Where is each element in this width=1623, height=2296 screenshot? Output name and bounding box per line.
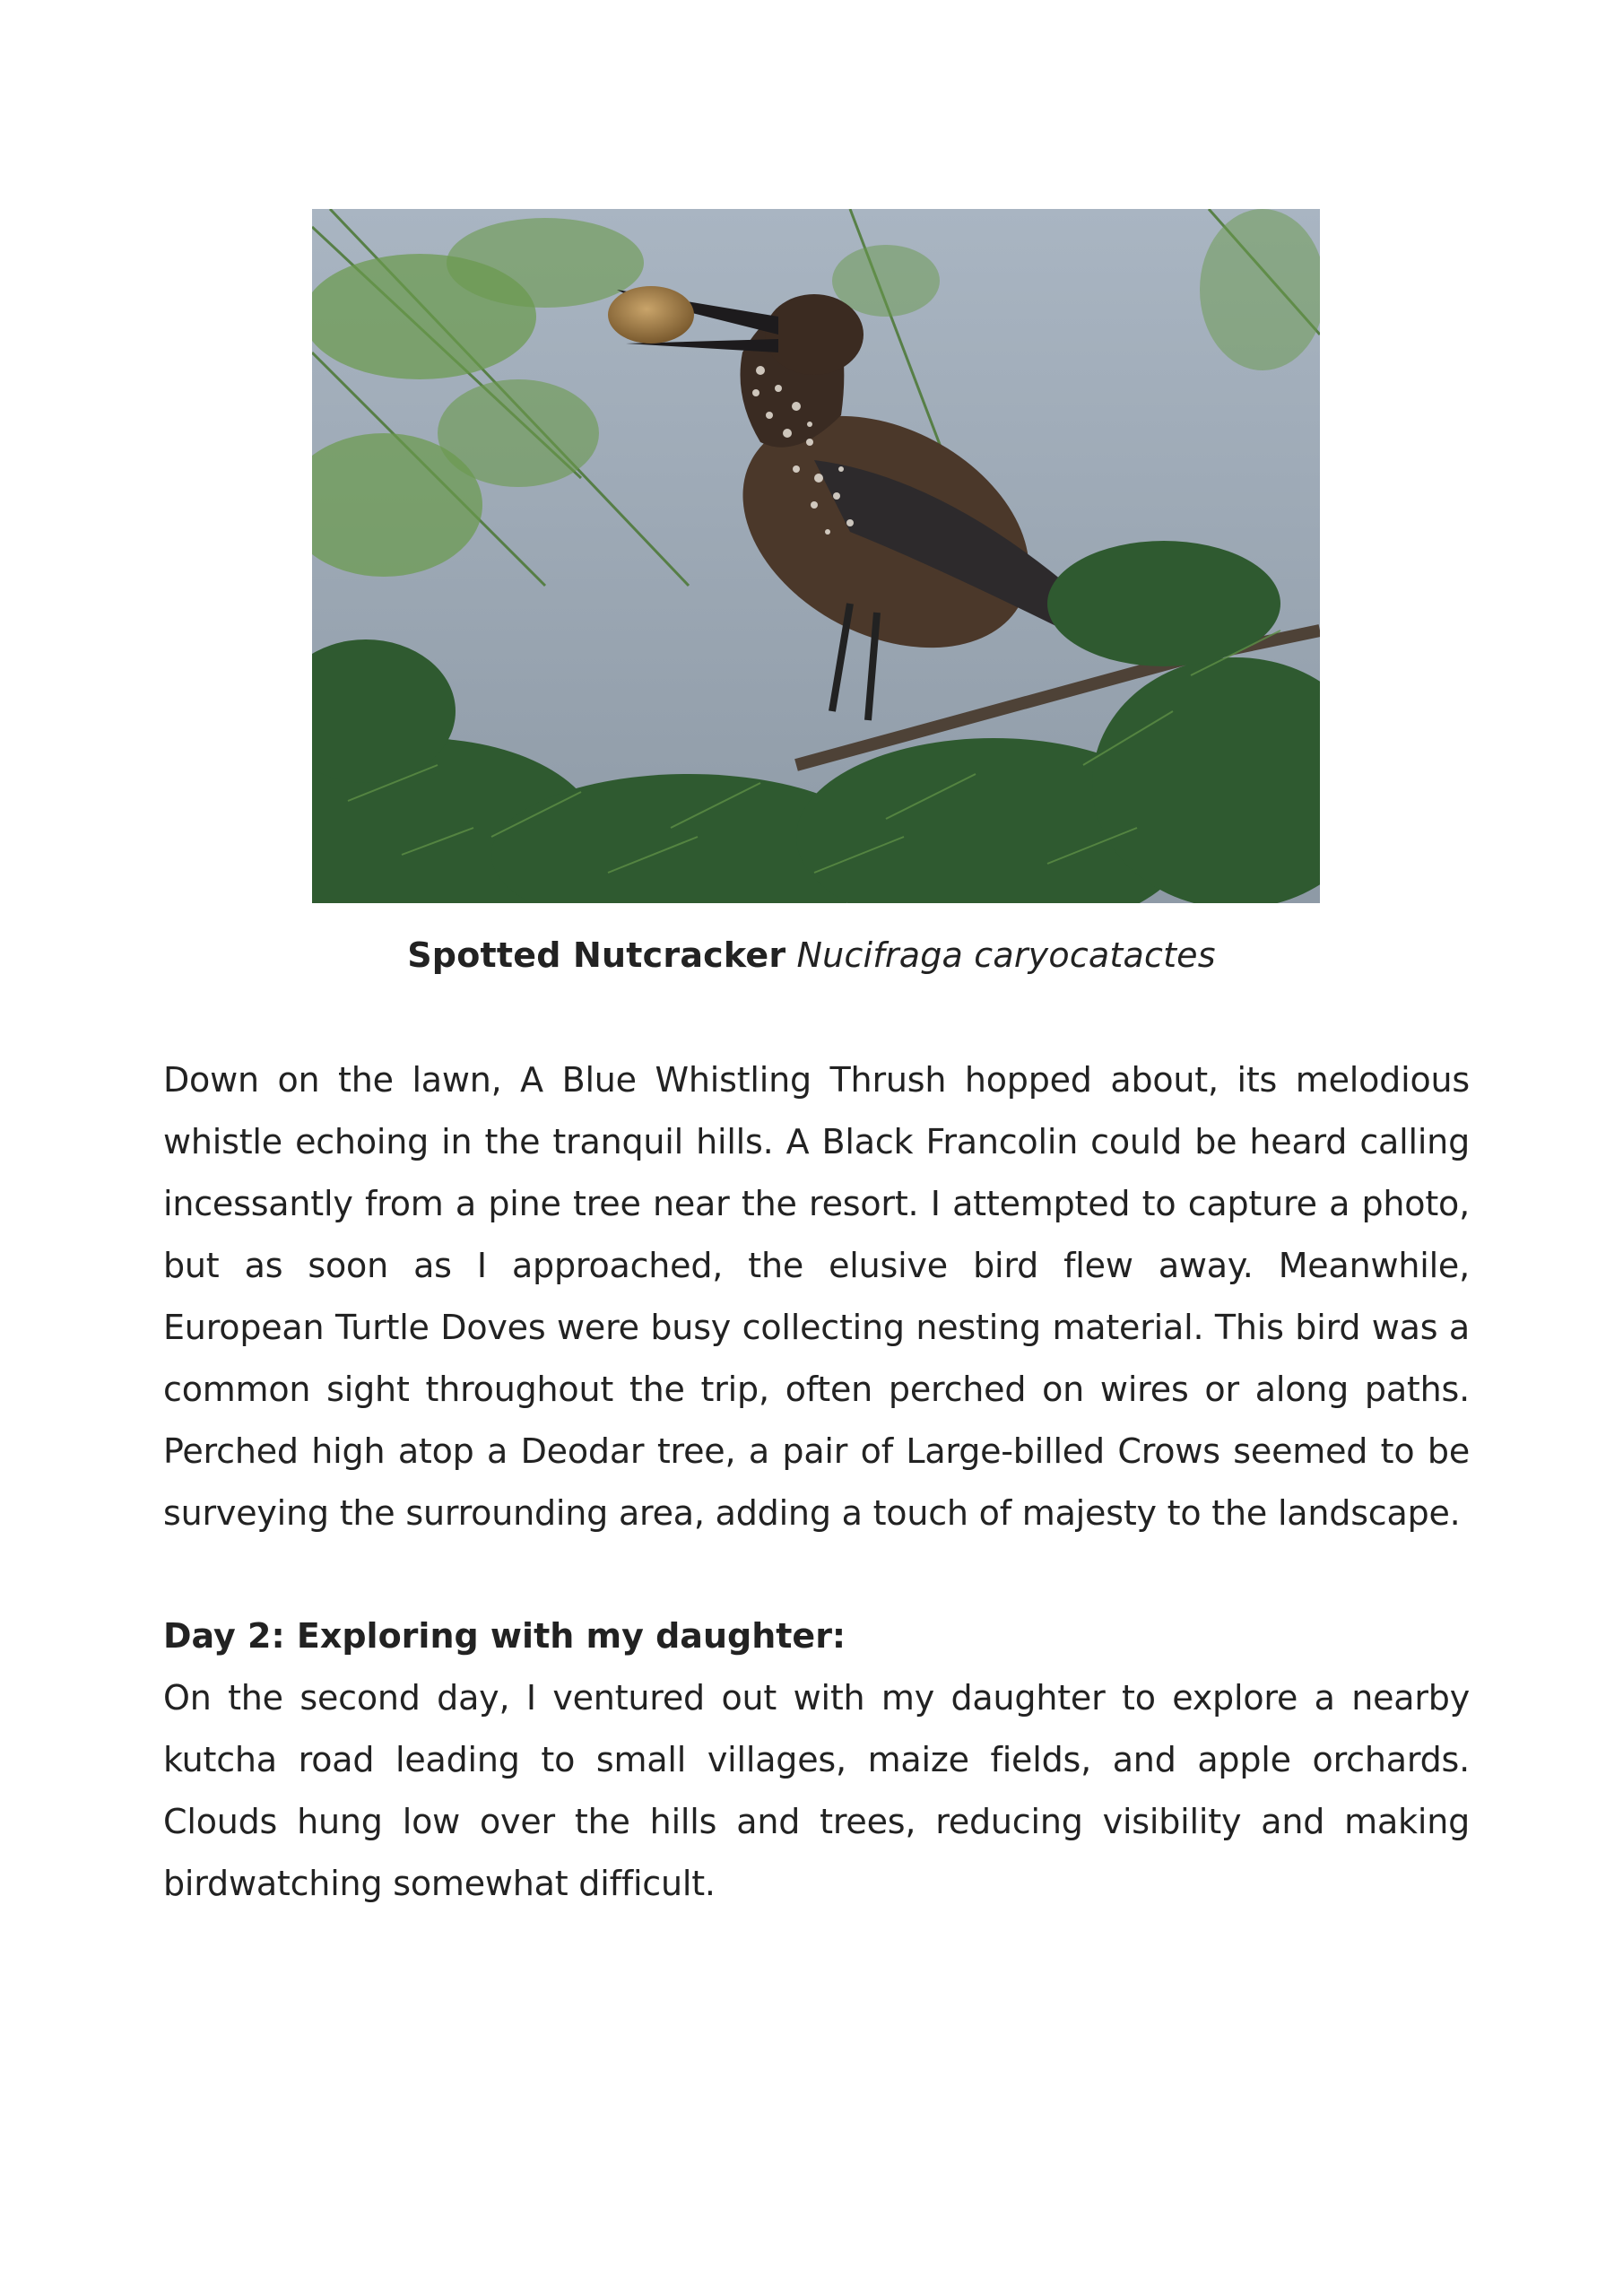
paragraph-1: Down on the lawn, A Blue Whistling Thrush hopped about, its melodious whistle echoing in the tranquil hills. A Black Francolin could be heard calling incessantly from a pine tree near the resort. I attempted to capture a photo, but as soon as I approached, the elusive bird flew away. Meanwhile, European Turtle Doves were busy collecting nesting material. This bird was a common sight throughout the trip, often perched on wires or along paths. Perched high atop a Deodar tree, a pair of Large-billed Crows seemed to be surveying the surrounding area, adding a touch of majesty to the landscape. xyxy=(163,1060,1470,1533)
photo-caption xyxy=(0,933,1623,978)
caption-scientific-name: Nucifraga caryocatactes xyxy=(796,935,1216,975)
caption-common-name: Spotted Nutcracker xyxy=(407,935,786,975)
section-2-heading: Day 2: Exploring with my daughter: xyxy=(163,1616,846,1656)
nutcracker-photo xyxy=(312,209,1320,903)
paragraph-2: On the second day, I ventured out with my daughter to explore a nearby kutcha road leading to small villages, maize fields, and apple orchards. Clouds hung low over the hills and trees, reducing visibility and making birdwatching somewhat difficult. xyxy=(163,1678,1470,1903)
bird-illustration xyxy=(312,209,1320,903)
